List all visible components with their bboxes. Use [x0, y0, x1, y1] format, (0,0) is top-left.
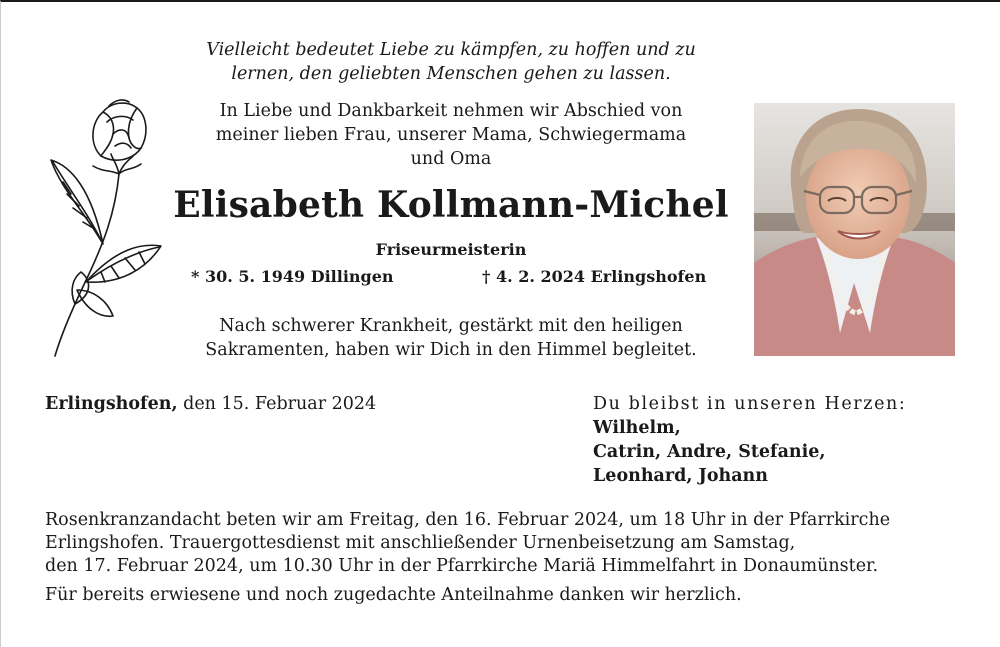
service-line-3: den 17. Februar 2024, um 10.30 Uhr in der Pfarrkirche Mariä Himmelfahrt in Donaumünster.	[45, 556, 879, 576]
death-date: † 4. 2. 2024 Erlingshofen	[482, 267, 707, 286]
motto-line-2: lernen, den geliebten Menschen gehen zu lassen.	[231, 64, 671, 84]
intro-line-1: In Liebe und Dankbarkeit nehmen wir Abschied von	[219, 101, 683, 121]
birth-date: * 30. 5. 1949 Dillingen	[191, 267, 394, 286]
deceased-name: Elisabeth Kollmann-Michel	[173, 184, 729, 226]
motto-quote	[151, 38, 751, 86]
intro-text	[151, 99, 751, 171]
deceased-profession: Friseurmeisterin	[375, 240, 527, 259]
intro-line-2: meiner lieben Frau, unserer Mama, Schwiegermama	[215, 125, 687, 145]
portrait-photo	[754, 103, 955, 356]
family-line-1: Wilhelm,	[593, 418, 681, 438]
intro-line-3: und Oma	[410, 149, 492, 169]
service-info	[45, 509, 945, 578]
family-signature	[593, 392, 953, 488]
thanks-text: Für bereits erwiesene und noch zugedachte Anteilnahme danken wir herzlich.	[45, 585, 742, 605]
motto-line-1: Vielleicht bedeutet Liebe zu kämpfen, zu hoffen und zu	[206, 40, 696, 60]
service-line-1: Rosenkranzandacht beten wir am Freitag, den 16. Februar 2024, um 18 Uhr in der Pfarrkirche	[45, 510, 891, 530]
family-line-2: Catrin, Andre, Stefanie,	[593, 442, 826, 462]
closing-line-2: Sakramenten, haben wir Dich in den Himmel begleitet.	[205, 340, 697, 360]
notice-date: den 15. Februar 2024	[183, 394, 377, 414]
service-line-2: Erlingshofen. Trauergottesdienst mit anschließender Urnenbeisetzung am Samstag,	[45, 533, 796, 553]
place-date	[45, 392, 376, 416]
family-heading: Du bleibst in unseren Herzen:	[593, 394, 907, 414]
closing-text	[151, 314, 751, 362]
place-name: Erlingshofen,	[45, 394, 178, 414]
closing-line-1: Nach schwerer Krankheit, gestärkt mit den heiligen	[219, 316, 683, 336]
family-line-3: Leonhard, Johann	[593, 466, 768, 486]
